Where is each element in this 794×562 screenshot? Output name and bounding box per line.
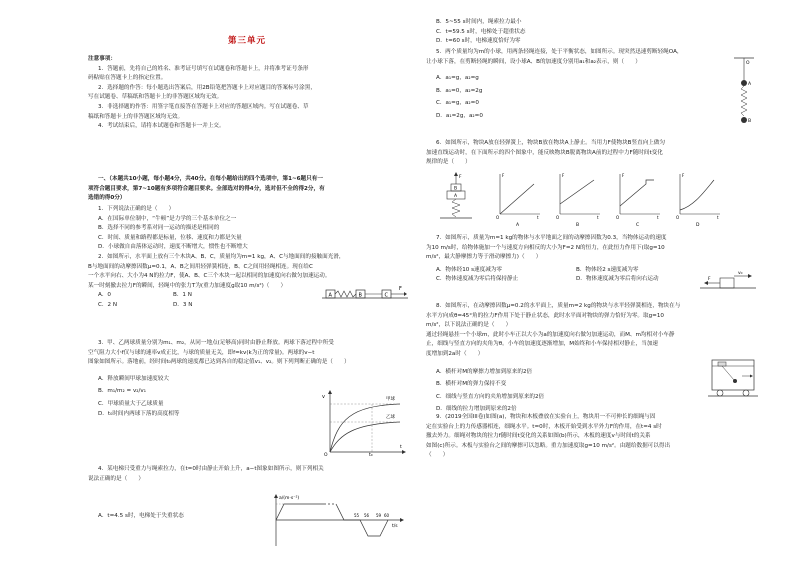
section-heading [88,175,406,204]
question-5 [426,48,726,122]
q6-graph-b [556,173,600,228]
q5-option-d: D．a₁=2g，a₂=0 [436,112,483,119]
q6-graph-d [676,173,720,228]
q5-option-b: B．a₁=0，a₂=2g [436,87,483,94]
q1-option-a: A．在国际单位制中，“牛顿”是力学的三个基本单位之一 [98,215,237,222]
q1-option-b: B．选择不同的参考系对同一运动的描述是相同的 [98,225,220,232]
q4-tick-56: 56 [364,513,370,518]
q7-block-figure [698,268,758,292]
question-6 [426,139,760,168]
question-2 [88,253,406,311]
q5-hanging-balls-figure [732,54,756,134]
q4-option-b: B．5~55 s时间内，绳索拉力最小 [436,19,522,25]
q8-option-b: B．横杆对M的弹力保持不变 [436,381,507,388]
q4-tick-60: 60 [384,513,390,518]
q6-gc-o: O [616,215,620,220]
notice-line: 2．选择题的作答：每小题选出答案后，用2B铅笔把答题卡上对应题目的答案标号涂黑， [98,84,316,91]
notice-line: 稿纸和答题卡上的非答题区域均无效。 [88,113,184,120]
question-9 [426,413,760,461]
q7-options-row2 [426,275,716,285]
q7-line: m/s²，最大静摩擦力等于滑动摩擦力)（ ） [426,254,542,261]
q5-label-o: O [746,61,750,66]
q8-option-c: C．细线与竖直方向的夹角增加到原来的2倍 [436,393,545,400]
q3-line: 3．甲、乙两球质量分别为m₁、m₂，从同一地点(足够高)同时由静止释放。两球下落过程中所受 [98,340,334,346]
q6-line: 6．如图所示，物块A放在轻弹簧上，物块B放在物块A上静止。当用力F使物块B竖直向上做匀 [436,140,666,146]
q2-line: B与地面间的动摩擦因数μ=0.1，A、B之间用轻弹簧相连，B、C之间用轻绳相连。现在给C [88,263,313,270]
q2-line: 2．如图所示，水平面上放有三个木块A、B、C，质量均为m=1 kg，A、C与地面间的接触面光滑， [98,254,345,260]
q2-blocks-figure [322,284,408,300]
q7-option-b: B．物体经2 s速度减为零 [576,266,639,273]
q3-line: 空气阻力大小f仅与球的速率v成正比，与球的质量无关，即f=kv(k为正的常量)。两球的v−t [88,349,315,356]
q8-option-d: D．细线的拉力增加到原来的2倍 [436,406,517,413]
q6-ga-o: O [496,215,500,220]
q8-mid-line: 度增加到2a时（ ） [426,350,484,357]
q5-line: 让小球下落，在剪断轻绳的瞬间，设小球A、B的加速度分别用a₁和a₂表示，则（ ） [426,58,641,65]
q7-line: 7．如图所示，质量为m=1 kg的物体与水平地面之间的动摩擦因数为0.3，当物体运动的速度 [436,235,667,241]
q4-line: 说法正确的是（ ） [88,475,144,482]
q3-label-yi: 乙球 [386,415,395,420]
question-8 [426,302,726,415]
q1-stem: 1．下列说法正确的是（ ） [98,206,175,212]
q2-option-c: C．2 N [98,301,118,308]
q8-cart-figure [708,356,758,398]
q2-option-a: A．0 [98,292,111,299]
q3-axis-v: v [322,394,325,400]
q6-gc-f: F [622,173,625,178]
q6-gd-caption: D [696,223,700,228]
q8-line: m/s²，以下说法正确的是（ ） [426,322,512,329]
left-column [88,0,406,562]
notice-block [88,55,406,132]
q6-graph-c [616,173,660,228]
right-column [426,0,760,562]
notice-line: 码粘贴在答题卡上的指定位置。 [88,75,167,82]
q3-label-t0: t₀ [369,453,373,458]
question-4 [88,465,406,484]
notice-line: 1．答题前，先将自己的姓名、准考证号填写在试题卷和答题卡上，并将准考证号条形 [98,65,309,72]
q6-gc-t: t [657,215,659,220]
q3-option-d: D．t₀时间内两球下落的高度相等 [98,410,180,417]
q9-line: 如图(c)所示。木板与实验台之间的摩擦可以忽略。重力加速度取g=10 m/s²。由题给数据可以得出 [426,442,671,449]
q2-options-row1 [88,291,248,301]
q3-label-jia: 甲球 [386,397,395,402]
q8-line: 水平方向成θ=45°角的拉力F作用下处于静止状态，此时水平面对物块的弹力恰好为零。取g=10 [426,312,664,319]
q6-label-f: F [459,175,462,180]
q2-line: 一个水平向右、大小为4 N的拉力F，使A、B、C三个木块一起以相同的加速度向右做匀加速运动。 [88,273,331,280]
q2-label-c: C [384,292,388,299]
q2-label-b: B [358,292,362,299]
q7-option-a: A．物体经10 s速度减为零 [436,266,502,273]
q7-line: 为10 m/s时，给物体施加一个与速度方向相反的大小为F=2 N的恒力，在此恒力作用下(取g=10 [426,244,665,251]
q5-label-b: B [748,119,752,124]
q4-continued [426,18,760,47]
q2-label-a: A [328,292,332,299]
q9-line: 定在实验台上的力传感器相连，细绳水平。t=0时，木板开始受到水平外力F的作用，在t=4 s时 [426,423,662,430]
q2-option-d: D．3 N [173,301,193,308]
q6-ga-t: t [537,215,539,220]
q4-axis-a: a/(m·s⁻²) [279,496,300,501]
q6-gb-t: t [597,215,599,220]
q7-label-v0: v₀ [738,271,743,276]
q7-option-d: D．物体速度减为零后将向右运动 [576,276,659,283]
q8-option-a: A．横杆对M的摩擦力增加到原来的2倍 [436,368,533,375]
q7-label-f: F [708,277,711,282]
q4-line: 4．某电梯只受重力与绳索拉力，在t=0时由静止开始上升，a−t图象如图所示，则下列相关 [98,466,324,472]
q4-tick-59: 59 [376,513,382,518]
section-line: 项符合题目要求，第7~10题有多项符合题目要求。全部选对的得4分，选对但不全的得2分，有 [88,185,325,192]
q6-ga-f: F [502,173,505,178]
q6-line: 加速直线运动时，在下面所示的四个图象中，能反映物块B脱离物块A前的过程中力F随时间t变化 [426,149,663,156]
q4-option-c: C．t=59.5 s时，电梯处于超重状态 [436,28,526,35]
q6-label-a: A [454,194,458,199]
notice-heading: 注意事项： [88,56,116,62]
section-line: 选错的得0分） [88,195,126,202]
q6-gb-f: F [562,173,565,178]
q6-gd-o: O [676,215,680,220]
q3-option-b: B．m₁/m₂ = v₂/v₁ [98,388,146,395]
q9-line: （ ） [426,452,449,459]
q7-options-row1 [426,266,716,276]
q4-tick-55: 55 [354,513,360,518]
q3-option-a: A．释放瞬间甲球加速度较大 [98,375,169,382]
q9-line: 9．(2019全国III卷)如图(a)，物块和木板叠放在实验台上，物块用一不可伸长的细绳与固 [436,414,656,420]
q6-gc-caption: C [636,223,640,228]
q6-line: 规律的是（ ） [426,159,471,166]
q7-option-c: C．物体速度减为零后将保持静止 [436,276,519,283]
notice-line: 4．考试结束后，请将本试题卷和答题卡一并上交。 [98,123,225,130]
q2-line: 某一时刻撤去拉力F的瞬间，轻绳中的张力T为(重力加速度g取10 m/s²)（ ） [88,282,287,289]
q6-gd-t: t [717,215,719,220]
q3-origin: O [324,453,328,458]
q6-ga-caption: A [516,223,520,228]
question-1 [88,205,406,253]
q8-mid-line: 通过轻绳悬挂一个小球m，此时小车正以大小为a的加速度向右做匀加速运动，而M、m均相对小车静 [426,331,675,338]
q4-axis-t: t/s [392,524,398,529]
q5-line: 5．两个质量均为m的小球，用两条轻绳连接，处于平衡状态，如图所示。现突然迅速剪断轻绳OA， [436,49,683,55]
q8-mid-line: 止，细线与竖直方向的夹角为θ。小车的加速度逐渐增加，M始终和小车保持相对静止，当加速 [426,341,658,348]
q5-option-a: A．a₁=g，a₂=g [436,75,479,82]
q5-label-a: A [748,82,752,87]
q6-spring-figure [440,172,472,218]
notice-line: 写在试题卷、草稿纸和答题卡上的非答题区域均无效。 [88,94,223,101]
q4-option-a: A．t=4.5 s时，电梯处于失重状态 [98,513,184,519]
q6-gb-o: O [556,215,560,220]
q2-options-row2 [88,301,248,311]
notice-line: 3．非选择题的作答：用签字笔直接答在答题卡上对应的答题区域内。写在试题卷、草 [98,103,309,110]
page-title: 第三单元 [227,36,266,46]
q3-axis-t: t [400,445,402,450]
q6-gd-f: F [682,173,685,178]
q3-vt-graph [320,390,406,456]
q5-option-c: C．a₁=g，a₂=0 [436,100,479,107]
q6-figures [436,170,760,228]
q3-line: 图象如图所示。落地前，经时间t₀两球的速度都已达到各自的稳定值v₁、v₂。则下列判断正确的是（ ） [88,359,350,366]
q1-option-c: C．时间、质量和路程都是标量，位移、速度和力都是矢量 [98,234,242,241]
q8-line: 8．如图所示，在动摩擦因数μ=0.2的水平面上，质量m=2 kg的物块与水平轻弹簧相连，物块在与 [436,303,681,309]
section-line: 一、（本题共10小题，每小题4分，共40分。在每小题给出的四个选项中，第1~6题只有一 [98,176,323,182]
q9-line: 撤去外力。细绳对物块的拉力f随时间t变化的关系如图(b)所示，木板的速度v与时间t的关系 [426,433,651,440]
q2-label-f: F [399,286,402,292]
q6-graph-a [496,173,540,228]
q4-at-graph [264,492,406,548]
q6-gb-caption: B [576,223,580,228]
q6-label-b: B [454,186,458,192]
q1-option-d: D．小球做自由落体运动时，速度不断增大，惯性也不断增大 [98,244,248,251]
q2-option-b: B．1 N [173,292,192,299]
q3-option-c: C．甲球质量大于乙球质量 [98,400,164,407]
q4-option-d: D．t=60 s时，电梯速度恰好为零 [436,38,521,45]
